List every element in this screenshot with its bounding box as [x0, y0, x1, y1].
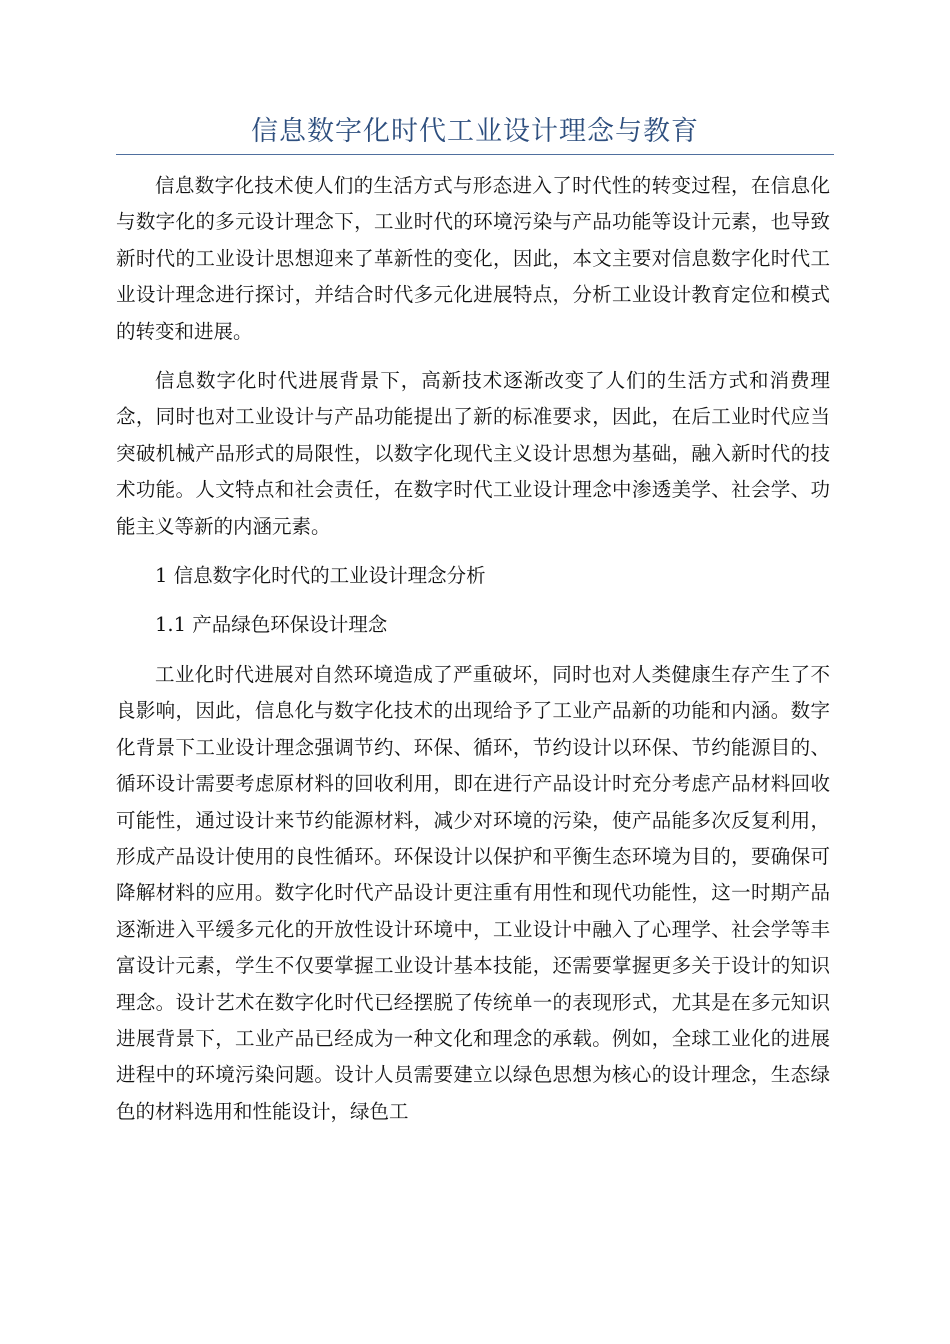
title-underline	[116, 154, 834, 155]
subsection-heading-1-1: 1.1 产品绿色环保设计理念	[155, 613, 388, 637]
section-heading-1: 1 信息数字化时代的工业设计理念分析	[155, 564, 486, 588]
document-body	[116, 168, 830, 1143]
body-paragraph-3: 工业化时代进展对自然环境造成了严重破坏，同时也对人类健康生存产生了不良影响，因此，信息化与数字化技术的出现给予了工业产品新的功能和内涵。数字化背景下工业设计理念强调节约、环保、循环，节约设计以环保、节约能源目的、循环设计需要考虑原材料的回收利用，即在进行产品设计时充分考虑产品材料回收可能性，通过设计来节约能源材料，减少对环境的污染，使产品能多次反复利用，形成产品设计使用的良性循环。环保设计以保护和平衡生态环境为目的，要确保可降解材料的应用。数字化时代产品设计更注重有用性和现代功能性，这一时期产品逐渐进入平缓多元化的开放性设计环境中，工业设计中融入了心理学、社会学等丰富设计元素，学生不仅要掌握工业设计基本技能，还需要掌握更多关于设计的知识理念。设计艺术在数字化时代已经摆脱了传统单一的表现形式，尤其是在多元知识进展背景下，工业产品已经成为一种文化和理念的承载。例如，全球工业化的进展进程中的环境污染问题。设计人员需要建立以绿色思想为核心的设计理念，生态绿色的材料选用和性能设计，绿色工	[116, 662, 830, 1123]
body-paragraph-1: 信息数字化技术使人们的生活方式与形态进入了时代性的转变过程，在信息化与数字化的多元设计理念下，工业时代的环境污染与产品功能等设计元素，也导致新时代的工业设计思想迎来了革新性的变化，因此，本文主要对信息数字化时代工业设计理念进行探讨，并结合时代多元化进展特点，分析工业设计教育定位和模式的转变和进展。	[116, 174, 830, 343]
body-paragraph-2: 信息数字化时代进展背景下，高新技术逐渐改变了人们的生活方式和消费理念，同时也对工业设计与产品功能提出了新的标准要求，因此，在后工业时代应当突破机械产品形式的局限性，以数字化现代主义设计思想为基础，融入新时代的技术功能。人文特点和社会责任，在数字时代工业设计理念中渗透美学、社会学、功能主义等新的内涵元素。	[116, 369, 830, 538]
document-title: 信息数字化时代工业设计理念与教育	[251, 116, 699, 147]
